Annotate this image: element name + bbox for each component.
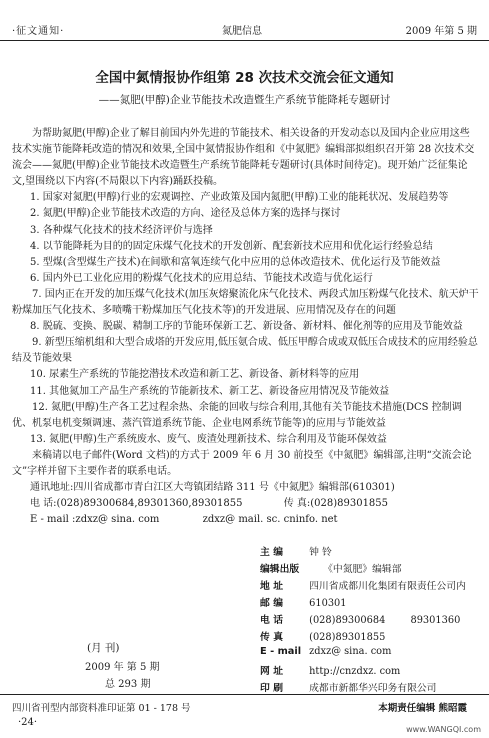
masthead-label: 邮 编 xyxy=(260,598,284,609)
issue-total: 总 293 期 xyxy=(105,679,151,690)
contact-email-row xyxy=(12,512,479,528)
masthead-label: 传 真 xyxy=(260,632,284,643)
section-label: ·征文通知· xyxy=(12,26,65,37)
masthead-value: http://cnzdxz. com xyxy=(309,666,401,677)
masthead-row xyxy=(260,680,436,694)
issue-frequency: (月 刊) xyxy=(87,642,120,654)
masthead-label: 主 编 xyxy=(260,547,284,558)
list-item: 9. 新型压缩机组和大型合成塔的开发应用,低压氨合成、低压甲醇合成或双低压合成技术的应用经验总结及节能效果 xyxy=(12,337,478,365)
masthead-row xyxy=(260,663,400,677)
journal-name: 氮肥信息 xyxy=(222,26,262,37)
list-item: 5. 型煤(含型煤生产技术)在间歇和富氧连续气化中应用的总体改造技术、优化运行及节能效益 xyxy=(30,256,441,268)
running-header xyxy=(0,0,489,44)
masthead-label: 电 话 xyxy=(260,615,284,626)
header-rule xyxy=(0,40,489,41)
article-subtitle: ——氮肥(甲醇)企业节能技术改造暨生产系统节能降耗专题研讨 xyxy=(98,94,391,106)
masthead-label: 网 址 xyxy=(260,666,284,677)
masthead-row xyxy=(260,595,347,609)
masthead-value: 钟 铃 xyxy=(309,547,332,558)
masthead-value: 《中氮肥》编辑部 xyxy=(323,564,402,575)
page-number: ·24· xyxy=(18,717,38,728)
article-body xyxy=(12,126,479,528)
print-permit: 四川省刊型内部资料准印证第 01 - 178 号 xyxy=(12,703,191,714)
responsible-editor: 本期责任编辑 熊昭霞 xyxy=(378,703,467,714)
masthead-row xyxy=(260,612,460,626)
issue-number: 2009 年 第 5 期 xyxy=(85,662,160,673)
masthead-value: (028)89300684 xyxy=(309,615,386,626)
masthead-row xyxy=(260,544,332,558)
issue-label: 2009 年第 5 期 xyxy=(405,26,477,37)
masthead-value: 成都市新都华兴印务有限公司 xyxy=(309,683,437,694)
masthead-label: 编辑出版 xyxy=(260,564,300,575)
list-item: 8. 脱硫、变换、脱碳、精制工序的节能环保新工艺、新设备、新材料、催化剂等的应用及节能效益 xyxy=(30,321,463,333)
list-item: 10. 尿素生产系统的节能挖潜技术改造和新工艺、新设备、新材料等的应用 xyxy=(30,369,360,381)
masthead-row xyxy=(260,578,466,592)
list-item: 1. 国家对氮肥(甲醇)行业的宏观调控、产业政策及国内氮肥(甲醇)工业的能耗状况、发展趋势等 xyxy=(30,192,449,204)
contact-email: E - mail :zdxz@ sina. com xyxy=(30,514,160,526)
contact-phone-fax xyxy=(12,496,479,512)
list-item: 2. 氮肥(甲醇)企业节能技术改造的方向、途径及总体方案的选择与探讨 xyxy=(30,208,341,220)
list-item: 13. 氮肥(甲醇)生产系统废水、废气、废渣处理新技术、综合利用及节能环保效益 xyxy=(30,433,387,445)
masthead-value: 四川省成都川化集团有限责任公司内 xyxy=(309,581,466,592)
list-item: 11. 其他氮加工产品生产系统的节能新技术、新工艺、新设备应用情况及节能效益 xyxy=(30,385,390,397)
list-item: 6. 国内外已工业化应用的粉煤气化技术的应用总结、节能技术改造与优化运行 xyxy=(30,272,373,284)
intro-paragraph: 为帮助氮肥(甲醇)企业了解目前国内外先进的节能技术、相关设备的开发动态以及国内企业应用这些技术实施节能降耗改造的情况和效果,全国中氮情报协作组和《中氮肥》编辑部拟组织召开第 28 次技术交流会——氮肥(甲醇)企业节能技术改造暨生产系统节能降耗专题研讨(具体时间待定)。现开始广泛征集论文,望围绕以下内容(不局限以下内容)踊跃投稿。 xyxy=(12,128,475,188)
masthead-label: E - mail xyxy=(260,646,302,657)
contact-email-2: zdxz@ mail. sc. cninfo. net xyxy=(202,514,338,526)
masthead-value: (028)89301855 xyxy=(309,632,386,643)
contact-fax: 传 真:(028)89301855 xyxy=(283,498,389,510)
masthead-label: 地 址 xyxy=(260,581,284,592)
article-title: 全国中氮情报协作组第 28 次技术交流会征文通知 xyxy=(95,70,394,86)
masthead-row xyxy=(260,561,402,575)
masthead-row xyxy=(260,629,385,643)
watermark: www.WANGQI.com xyxy=(406,725,481,734)
masthead-value: zdxz@ sina. com xyxy=(309,646,392,657)
footer-rule xyxy=(0,694,489,695)
contact-address: 通讯地址:四川省成都市青白江区大弯镇团结路 311 号《中氮肥》编辑部(610301) xyxy=(30,482,395,494)
list-item: 12. 氮肥(甲醇)生产各工艺过程余热、余能的回收与综合利用,其他有关节能技术措施(DCS 控制调优、机泵电机变频调速、蒸汽管道系统节能、企业电网系统节能等)的应用与节能效益 xyxy=(12,401,462,429)
masthead-value-2: 89301360 xyxy=(410,615,461,626)
list-item: 7. 国内正在开发的加压煤气化技术(加压灰熔聚流化床气化技术、两段式加压粉煤气化技术、航天炉干粉煤加压气化技术、多喷嘴干粉煤加压气化技术等)的开发进展、应用情况及存在的问题 xyxy=(12,288,479,317)
masthead-row xyxy=(260,646,391,657)
submission-note: 来稿请以电子邮件(Word 文档)的方式于 2009 年 6 月 30 前投至《中氮肥》编辑部,注明“交流会论文”字样并留下主要作者的联系电话。 xyxy=(12,449,472,477)
contact-phone: 电 话:(028)89300684,89301360,89301855 xyxy=(30,498,243,510)
list-item: 3. 各种煤气化技术的技术经济评价与选择 xyxy=(30,224,213,236)
list-item: 4. 以节能降耗为目的的固定床煤气化技术的开发创新、配套新技术应用和优化运行经验总结 xyxy=(30,240,433,252)
masthead-value: 610301 xyxy=(309,598,347,609)
masthead-label: 印 刷 xyxy=(260,683,284,694)
